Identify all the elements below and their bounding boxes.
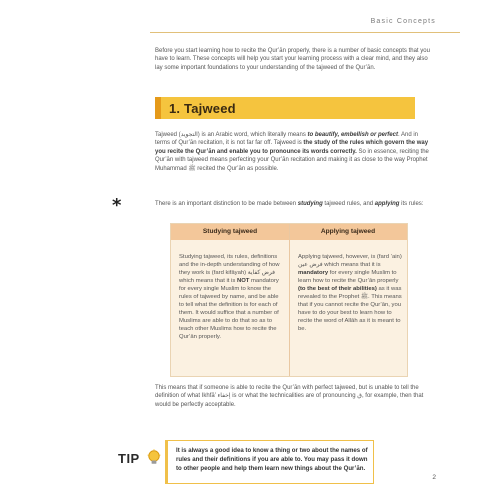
- text-run: which means that it is: [322, 262, 381, 268]
- arabic-term: فرض عين: [298, 262, 323, 268]
- arabic-term: إخفاء: [217, 393, 231, 400]
- text-run: as it was revealed to the Prophet ﷺ. This means that if you cannot recite the Qur’ān, you have to do your best to learn how to recite the word of Allāh as it is meant to be.: [298, 286, 402, 332]
- tip-box: [165, 440, 374, 484]
- arabic-term: فرض كفاية: [247, 270, 275, 276]
- comparison-table: [170, 223, 408, 377]
- text-run: ) is an Arabic word, which literally means: [197, 132, 308, 138]
- asterisk-icon: *: [112, 195, 122, 216]
- not-emphasis: NOT: [236, 278, 250, 284]
- text-run: mandatory for every single Muslim to know the rules of tajweed by name, and be able to tell what the definition is for each of them. It would suffice that a number of Muslims are able to do that so as to teach other Muslims how to recite the Qur’ān properly.: [179, 278, 279, 340]
- studying-emphasis: studying: [297, 201, 323, 207]
- mandatory-emphasis: mandatory: [298, 270, 329, 276]
- best-abilities-emphasis: (to the best of their abilities): [298, 286, 377, 292]
- tip-text: It is always a good idea to know a thing or two about the names of rules and their definitions if you are able to. You may pass it down to other people and help them learn new things about the Qur’ān.: [176, 447, 368, 472]
- page-number: 2: [432, 474, 436, 481]
- text-run: So in essence, reciting the Qur’ān with tajweed means perfecting your Qur’ān recitation and making it as close to the way Prophet Muhammad ﷺ recited the Qur’ān as possible.: [155, 148, 429, 172]
- arabic-term: التجويد: [180, 132, 198, 138]
- lightbulb-icon: [147, 449, 161, 467]
- text-run: There is an important distinction to be made between: [155, 201, 298, 207]
- column-divider: [289, 224, 290, 376]
- text-run: Studying tajweed, its rules, definitions and the in-depth understanding of how they work is (fard kifāyah): [179, 254, 280, 276]
- definition-bold: the study of the rules which govern the way you recite the Qur’ān and enable you to pronounce its words correctly.: [155, 140, 429, 155]
- text-run: , for example, then that would be perfectly acceptable.: [155, 393, 424, 408]
- applying-emphasis: applying: [374, 201, 400, 207]
- text-run: which means that it is: [179, 278, 237, 284]
- section-heading-bar: [155, 97, 415, 119]
- literal-meaning: to beautify, embellish or perfect: [307, 132, 398, 138]
- text-run: for every single Muslim to learn how to recite the Qur’ān properly: [298, 270, 399, 284]
- tajweed-definition-paragraph: [155, 131, 430, 173]
- text-run: is or what the technicalities are of pronouncing: [230, 393, 358, 400]
- arabic-letter: ق: [357, 393, 362, 400]
- text-run: This means that if someone is able to recite the Qur’ān with perfect tajweed, but is unable to tell the definition of what Ikhfā’: [155, 385, 419, 400]
- text-run: Applying tajweed, however, is (fard ‘ain): [298, 254, 402, 260]
- table-header-studying: Studying tajweed: [202, 228, 258, 235]
- text-run: Tajweed (: [155, 132, 181, 138]
- tip-label: TIP: [118, 451, 140, 466]
- text-run: . And in terms of Qur’ān recitation, it is not far far off. Tajweed is: [155, 132, 418, 147]
- header-rule: [150, 32, 460, 33]
- section-title: 1. Tajweed: [169, 101, 236, 116]
- text-run: tajweed rules, and: [322, 201, 375, 207]
- table-header-applying: Applying tajweed: [320, 228, 376, 235]
- table-cell-studying: [179, 253, 283, 341]
- running-head: Basic Concepts: [370, 18, 436, 25]
- distinction-paragraph: [155, 200, 430, 208]
- after-table-paragraph: [155, 384, 430, 409]
- intro-paragraph: Before you start learning how to recite the Qur’ān properly, there is a number of basic concepts that you have to learn. These concepts will help you start your learning process with a clear mind, and they also lay some important foundations to your understanding of the tajweed of the Qur’ān.: [155, 48, 430, 71]
- text-run: its rules:: [399, 201, 424, 207]
- table-cell-applying: [298, 253, 402, 333]
